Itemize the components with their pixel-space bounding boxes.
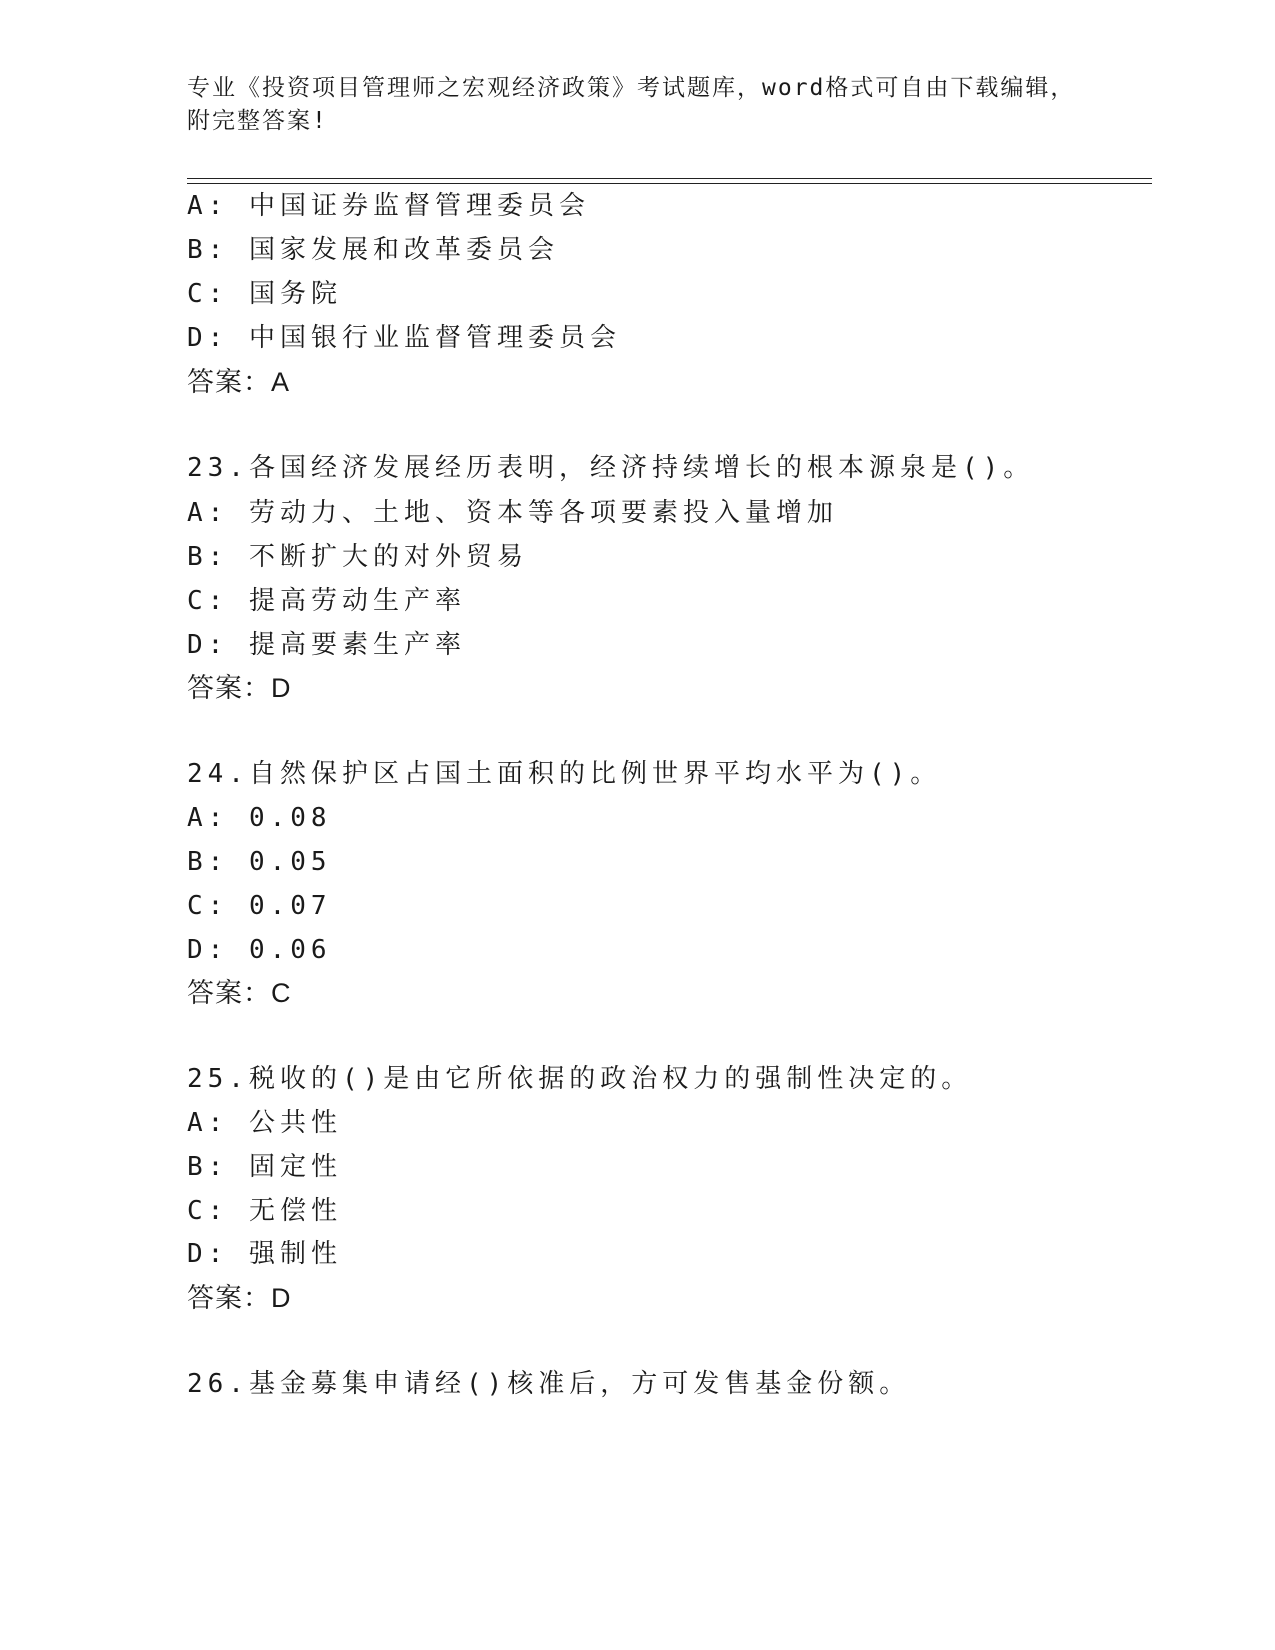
option-b: B: 国家发展和改革委员会 bbox=[187, 235, 559, 265]
question-25: 25.税收的()是由它所依据的政治权力的强制性决定的。 bbox=[187, 1064, 973, 1094]
option-c: C: 提高劳动生产率 bbox=[187, 586, 466, 616]
header-line-1: 专业《投资项目管理师之宏观经济政策》考试题库，word格式可自由下载编辑， bbox=[187, 75, 1076, 101]
question-24: 24.自然保护区占国土面积的比例世界平均水平为()。 bbox=[187, 759, 942, 789]
header-divider-bottom bbox=[187, 183, 1152, 184]
header-divider-top bbox=[187, 178, 1152, 179]
option-b: B: 不断扩大的对外贸易 bbox=[187, 542, 528, 572]
answer: 答案：D bbox=[187, 673, 292, 703]
answer: 答案：D bbox=[187, 1283, 292, 1313]
question-26: 26.基金募集申请经()核准后，方可发售基金份额。 bbox=[187, 1369, 911, 1399]
option-a: A: 劳动力、土地、资本等各项要素投入量增加 bbox=[187, 498, 838, 528]
option-a: A: 0.08 bbox=[187, 803, 332, 833]
option-b: B: 0.05 bbox=[187, 847, 332, 877]
option-d: D: 0.06 bbox=[187, 935, 332, 965]
header-line-2: 附完整答案! bbox=[187, 108, 328, 134]
option-c: C: 0.07 bbox=[187, 891, 332, 921]
option-b: B: 固定性 bbox=[187, 1152, 342, 1182]
option-a: A: 公共性 bbox=[187, 1108, 342, 1138]
option-a: A: 中国证券监督管理委员会 bbox=[187, 191, 590, 221]
option-c: C: 无偿性 bbox=[187, 1196, 342, 1226]
answer: 答案：A bbox=[187, 367, 291, 397]
question-23: 23.各国经济发展经历表明，经济持续增长的根本源泉是()。 bbox=[187, 453, 1035, 483]
option-d: D: 中国银行业监督管理委员会 bbox=[187, 323, 621, 353]
option-c: C: 国务院 bbox=[187, 279, 342, 309]
document-header bbox=[187, 72, 1087, 138]
answer: 答案：C bbox=[187, 978, 292, 1008]
option-d: D: 提高要素生产率 bbox=[187, 630, 466, 660]
option-d: D: 强制性 bbox=[187, 1239, 342, 1269]
